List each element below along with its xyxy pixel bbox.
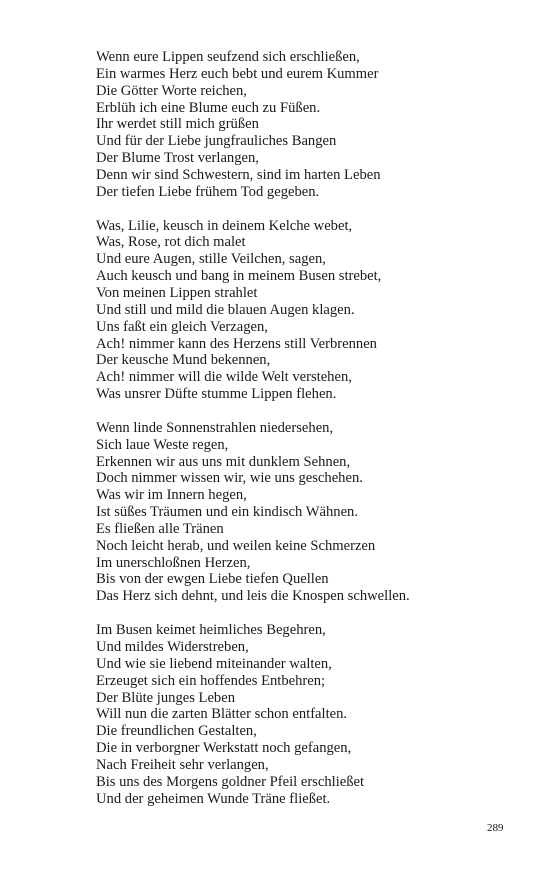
stanza xyxy=(96,218,516,403)
stanza xyxy=(96,622,516,807)
poem-line: Der Blume Trost verlangen, xyxy=(96,150,259,167)
poem-line: Der Blüte junges Leben xyxy=(96,689,236,706)
poem-line: Und eure Augen, stille Veilchen, sagen, xyxy=(96,251,326,268)
poem-line: Nach Freiheit sehr verlangen, xyxy=(96,756,269,773)
poem-line: Sich laue Weste regen, xyxy=(96,436,229,453)
poem-line: Wenn eure Lippen seufzend sich erschließen, xyxy=(96,49,360,65)
stanza xyxy=(96,49,516,201)
poem-line: Die in verborgner Werkstatt noch gefangen, xyxy=(96,740,352,757)
poem-line: Was wir im Innern hegen, xyxy=(96,487,247,504)
poem-body xyxy=(96,49,516,824)
poem-line: Auch keusch und bang in meinem Busen strebet, xyxy=(96,268,382,285)
poem-line: Und mildes Widerstreben, xyxy=(96,639,249,655)
poem-line: Ihr werdet still mich grüßen xyxy=(96,116,259,133)
poem-line: Ach! nimmer will die wilde Welt verstehen, xyxy=(96,369,352,386)
poem-line: Das Herz sich dehnt, und leis die Knospen schwellen. xyxy=(96,588,410,605)
poem-line: Erblüh ich eine Blume euch zu Füßen. xyxy=(96,99,321,116)
poem-line: Will nun die zarten Blätter schon entfalten. xyxy=(96,706,348,723)
poem-line: Die Götter Worte reichen, xyxy=(96,82,247,99)
poem-line: Der keusche Mund bekennen, xyxy=(96,352,271,369)
poem-line: Uns faßt ein gleich Verzagen, xyxy=(96,318,268,335)
poem-line: Und der geheimen Wunde Träne fließet. xyxy=(96,790,331,807)
poem-line: Ist süßes Träumen und ein kindisch Wähnen. xyxy=(96,504,358,521)
poem-line: Was unsrer Düfte stumme Lippen flehen. xyxy=(96,386,337,403)
poem-line: Bis von der ewgen Liebe tiefen Quellen xyxy=(96,571,329,588)
poem-line: Im Busen keimet heimliches Begehren, xyxy=(96,622,326,639)
poem-line: Erkennen wir aus uns mit dunklem Sehnen, xyxy=(96,453,351,470)
poem-line: Und wie sie liebend miteinander walten, xyxy=(96,655,332,672)
poem-line: Was, Rose, rot dich malet xyxy=(96,234,246,251)
poem-line: Ach! nimmer kann des Herzens still Verbrennen xyxy=(96,335,377,352)
poem-line: Was, Lilie, keusch in deinem Kelche webet, xyxy=(96,217,353,234)
poem-line: Noch leicht herab, und weilen keine Schmerzen xyxy=(96,537,376,554)
poem-line: Wenn linde Sonnenstrahlen niedersehen, xyxy=(96,419,334,436)
poem-line: Und still und mild die blauen Augen klagen. xyxy=(96,301,355,318)
poem-line: Im unerschloßnen Herzen, xyxy=(96,554,251,571)
poem-line: Es fließen alle Tränen xyxy=(96,520,224,537)
poem-line: Denn wir sind Schwestern, sind im harten Leben xyxy=(96,166,381,183)
page-number: 289 xyxy=(487,822,504,834)
poem-line: Die freundlichen Gestalten, xyxy=(96,723,257,740)
poem-line: Erzeuget sich ein hoffendes Entbehren; xyxy=(96,672,326,689)
poem-line: Bis uns des Morgens goldner Pfeil erschließet xyxy=(96,773,365,790)
poem-line: Der tiefen Liebe frühem Tod gegeben. xyxy=(96,183,320,200)
poem-line: Und für der Liebe jungfrauliches Bangen xyxy=(96,133,337,150)
stanza xyxy=(96,420,516,605)
poem-line: Von meinen Lippen strahlet xyxy=(96,284,258,301)
poem-line: Doch nimmer wissen wir, wie uns geschehen. xyxy=(96,470,363,487)
poem-line: Ein warmes Herz euch bebt und eurem Kummer xyxy=(96,65,379,82)
